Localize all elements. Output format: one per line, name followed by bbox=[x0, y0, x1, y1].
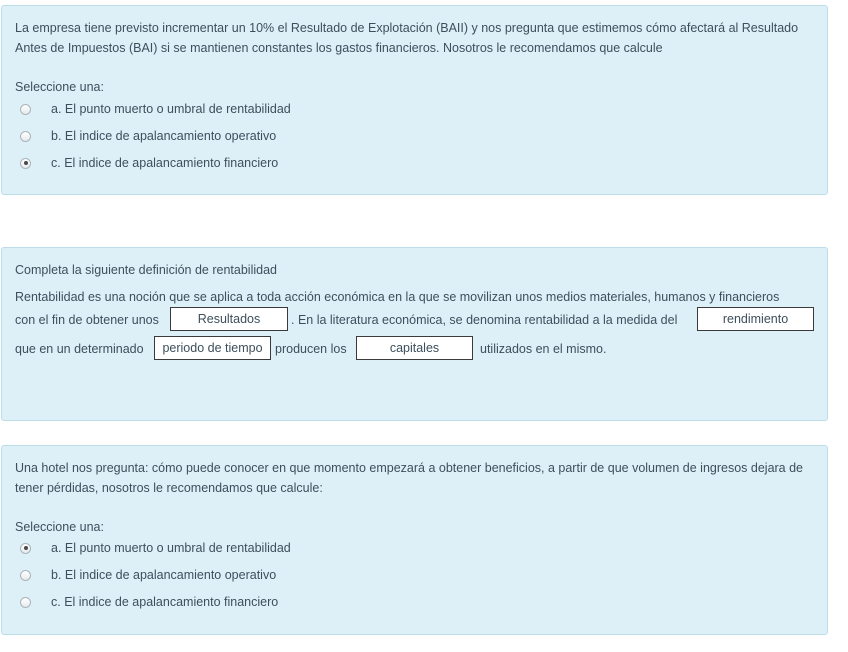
question-text: La empresa tiene previsto incrementar un 10% el Resultado de Explotación (BAII) y nos pregunta que estimemos cómo afectará al Resultado Antes de Impuestos (BAI) si se mantienen constantes los gastos financieros. Nosotros le recomendamos que calcule bbox=[15, 21, 799, 55]
definition-line-2b: . En la literatura económica, se denomina rentabilidad a la medida del bbox=[291, 313, 678, 327]
option-label: b. El indice de apalancamiento operativo bbox=[51, 129, 277, 143]
definition-line-3b: producen los bbox=[275, 342, 347, 356]
blank-input-resultados[interactable]: Resultados bbox=[170, 307, 288, 331]
blank-input-rendimiento[interactable]: rendimiento bbox=[697, 307, 814, 331]
option-a[interactable] bbox=[20, 539, 291, 557]
option-b[interactable] bbox=[20, 127, 276, 145]
definition-line-1: Rentabilidad es una noción que se aplica a toda acción económica en la que se movilizan unos medios materiales, humanos y financieros bbox=[15, 290, 780, 304]
radio-button-checked[interactable] bbox=[20, 158, 31, 169]
option-c[interactable] bbox=[20, 154, 278, 172]
blank-input-capitales[interactable]: capitales bbox=[356, 336, 473, 360]
option-label: c. El indice de apalancamiento financiero bbox=[51, 595, 279, 609]
definition-line-3a: que en un determinado bbox=[15, 342, 144, 356]
option-c[interactable] bbox=[20, 593, 278, 611]
radio-button[interactable] bbox=[20, 131, 31, 142]
radio-button-checked[interactable] bbox=[20, 543, 31, 554]
select-one-prompt: Seleccione una: bbox=[15, 520, 104, 534]
radio-button[interactable] bbox=[20, 570, 31, 581]
definition-line-3c: utilizados en el mismo. bbox=[480, 342, 607, 356]
option-label: b. El indice de apalancamiento operativo bbox=[51, 568, 277, 582]
option-label: a. El punto muerto o umbral de rentabilidad bbox=[51, 102, 291, 116]
question-card-1 bbox=[1, 5, 828, 195]
option-b[interactable] bbox=[20, 566, 276, 584]
option-label: a. El punto muerto o umbral de rentabilidad bbox=[51, 541, 291, 555]
blank-input-periodo[interactable]: periodo de tiempo bbox=[154, 336, 271, 360]
question-text: Una hotel nos pregunta: cómo puede conocer en que momento empezará a obtener beneficios, a partir de que volumen de ingresos dejara de tener pérdidas, nosotros le recomendamos que calcule: bbox=[15, 461, 804, 495]
option-a[interactable] bbox=[20, 100, 291, 118]
question-card-3 bbox=[1, 445, 828, 635]
question-card-2 bbox=[1, 247, 828, 421]
option-label: c. El indice de apalancamiento financiero bbox=[51, 156, 279, 170]
select-one-prompt: Seleccione una: bbox=[15, 80, 104, 94]
question-title: Completa la siguiente definición de rentabilidad bbox=[15, 263, 277, 277]
radio-button[interactable] bbox=[20, 104, 31, 115]
definition-line-2a: con el fin de obtener unos bbox=[15, 313, 159, 327]
radio-button[interactable] bbox=[20, 597, 31, 608]
